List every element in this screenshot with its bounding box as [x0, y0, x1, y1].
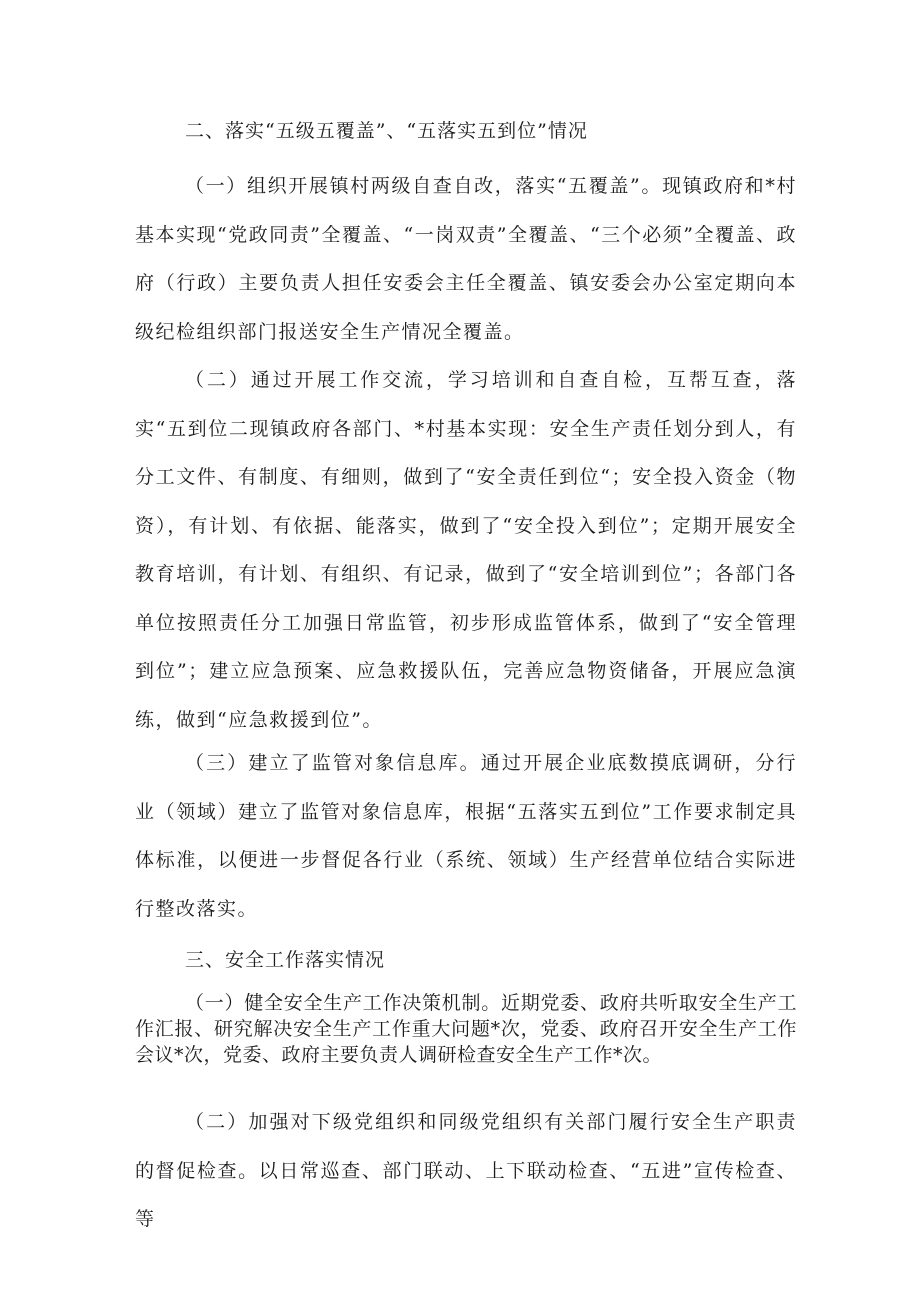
section-2-paragraph-1: （一）组织开展镇村两级自查自改，落实“五覆盖”。现镇政府和*村基本实现“党政同责”全覆盖、“一岗双责”全覆盖、“三个必须”全覆盖、政府（行政）主要负责人担任安委会主任全覆盖、镇安委会办公室定期向本级纪检组织部门报送安全生产情况全覆盖。	[135, 175, 797, 343]
section-3-paragraph-2: （二）加强对下级党组织和同级党组织有关部门履行安全生产职责的督促检查。以日常巡查、部门联动、上下联动检查、“五进”宣传检查、等	[135, 1111, 797, 1230]
section-2-paragraph-3: （三）建立了监管对象信息库。通过开展企业底数摸底调研，分行业（领域）建立了监管对象信息库，根据“五落实五到位”工作要求制定具体标准，以便进一步督促各行业（系统、领域）生产经营单位结合实际进行整改落实。	[135, 752, 797, 920]
section-2-paragraph-2: （二）通过开展工作交流，学习培训和自查自检，互帮互查，落实“五到位二现镇政府各部门、*村基本实现：安全生产责任划分到人，有分工文件、有制度、有细则，做到了“安全责任到位“；安全投入资金（物资），有计划、有依据、能落实，做到了“安全投入到位”；定期开展安全教育培训，有计划、有组织、有记录，做到了“安全培训到位”；各部门各单位按照责任分工加强日常监管，初步形成监管体系，做到了“安全管理到位”；建立应急预案、应急救援队伍，完善应急物资储备，开展应急演练，做到“应急救援到位”。	[135, 369, 797, 731]
section-3-heading: 三、安全工作落实情况	[185, 949, 386, 971]
section-3-paragraph-1: （一）健全安全生产工作决策机制。近期党委、政府共听取安全生产工作汇报、研究解决安全生产工作重大问题*次，党委、政府召开安全生产工作会议*次，党委、政府主要负责人调研检查安全生产工作*次。	[135, 992, 797, 1066]
section-2-heading: 二、落实“五级五覆盖”、“五落实五到位”情况	[185, 120, 588, 142]
